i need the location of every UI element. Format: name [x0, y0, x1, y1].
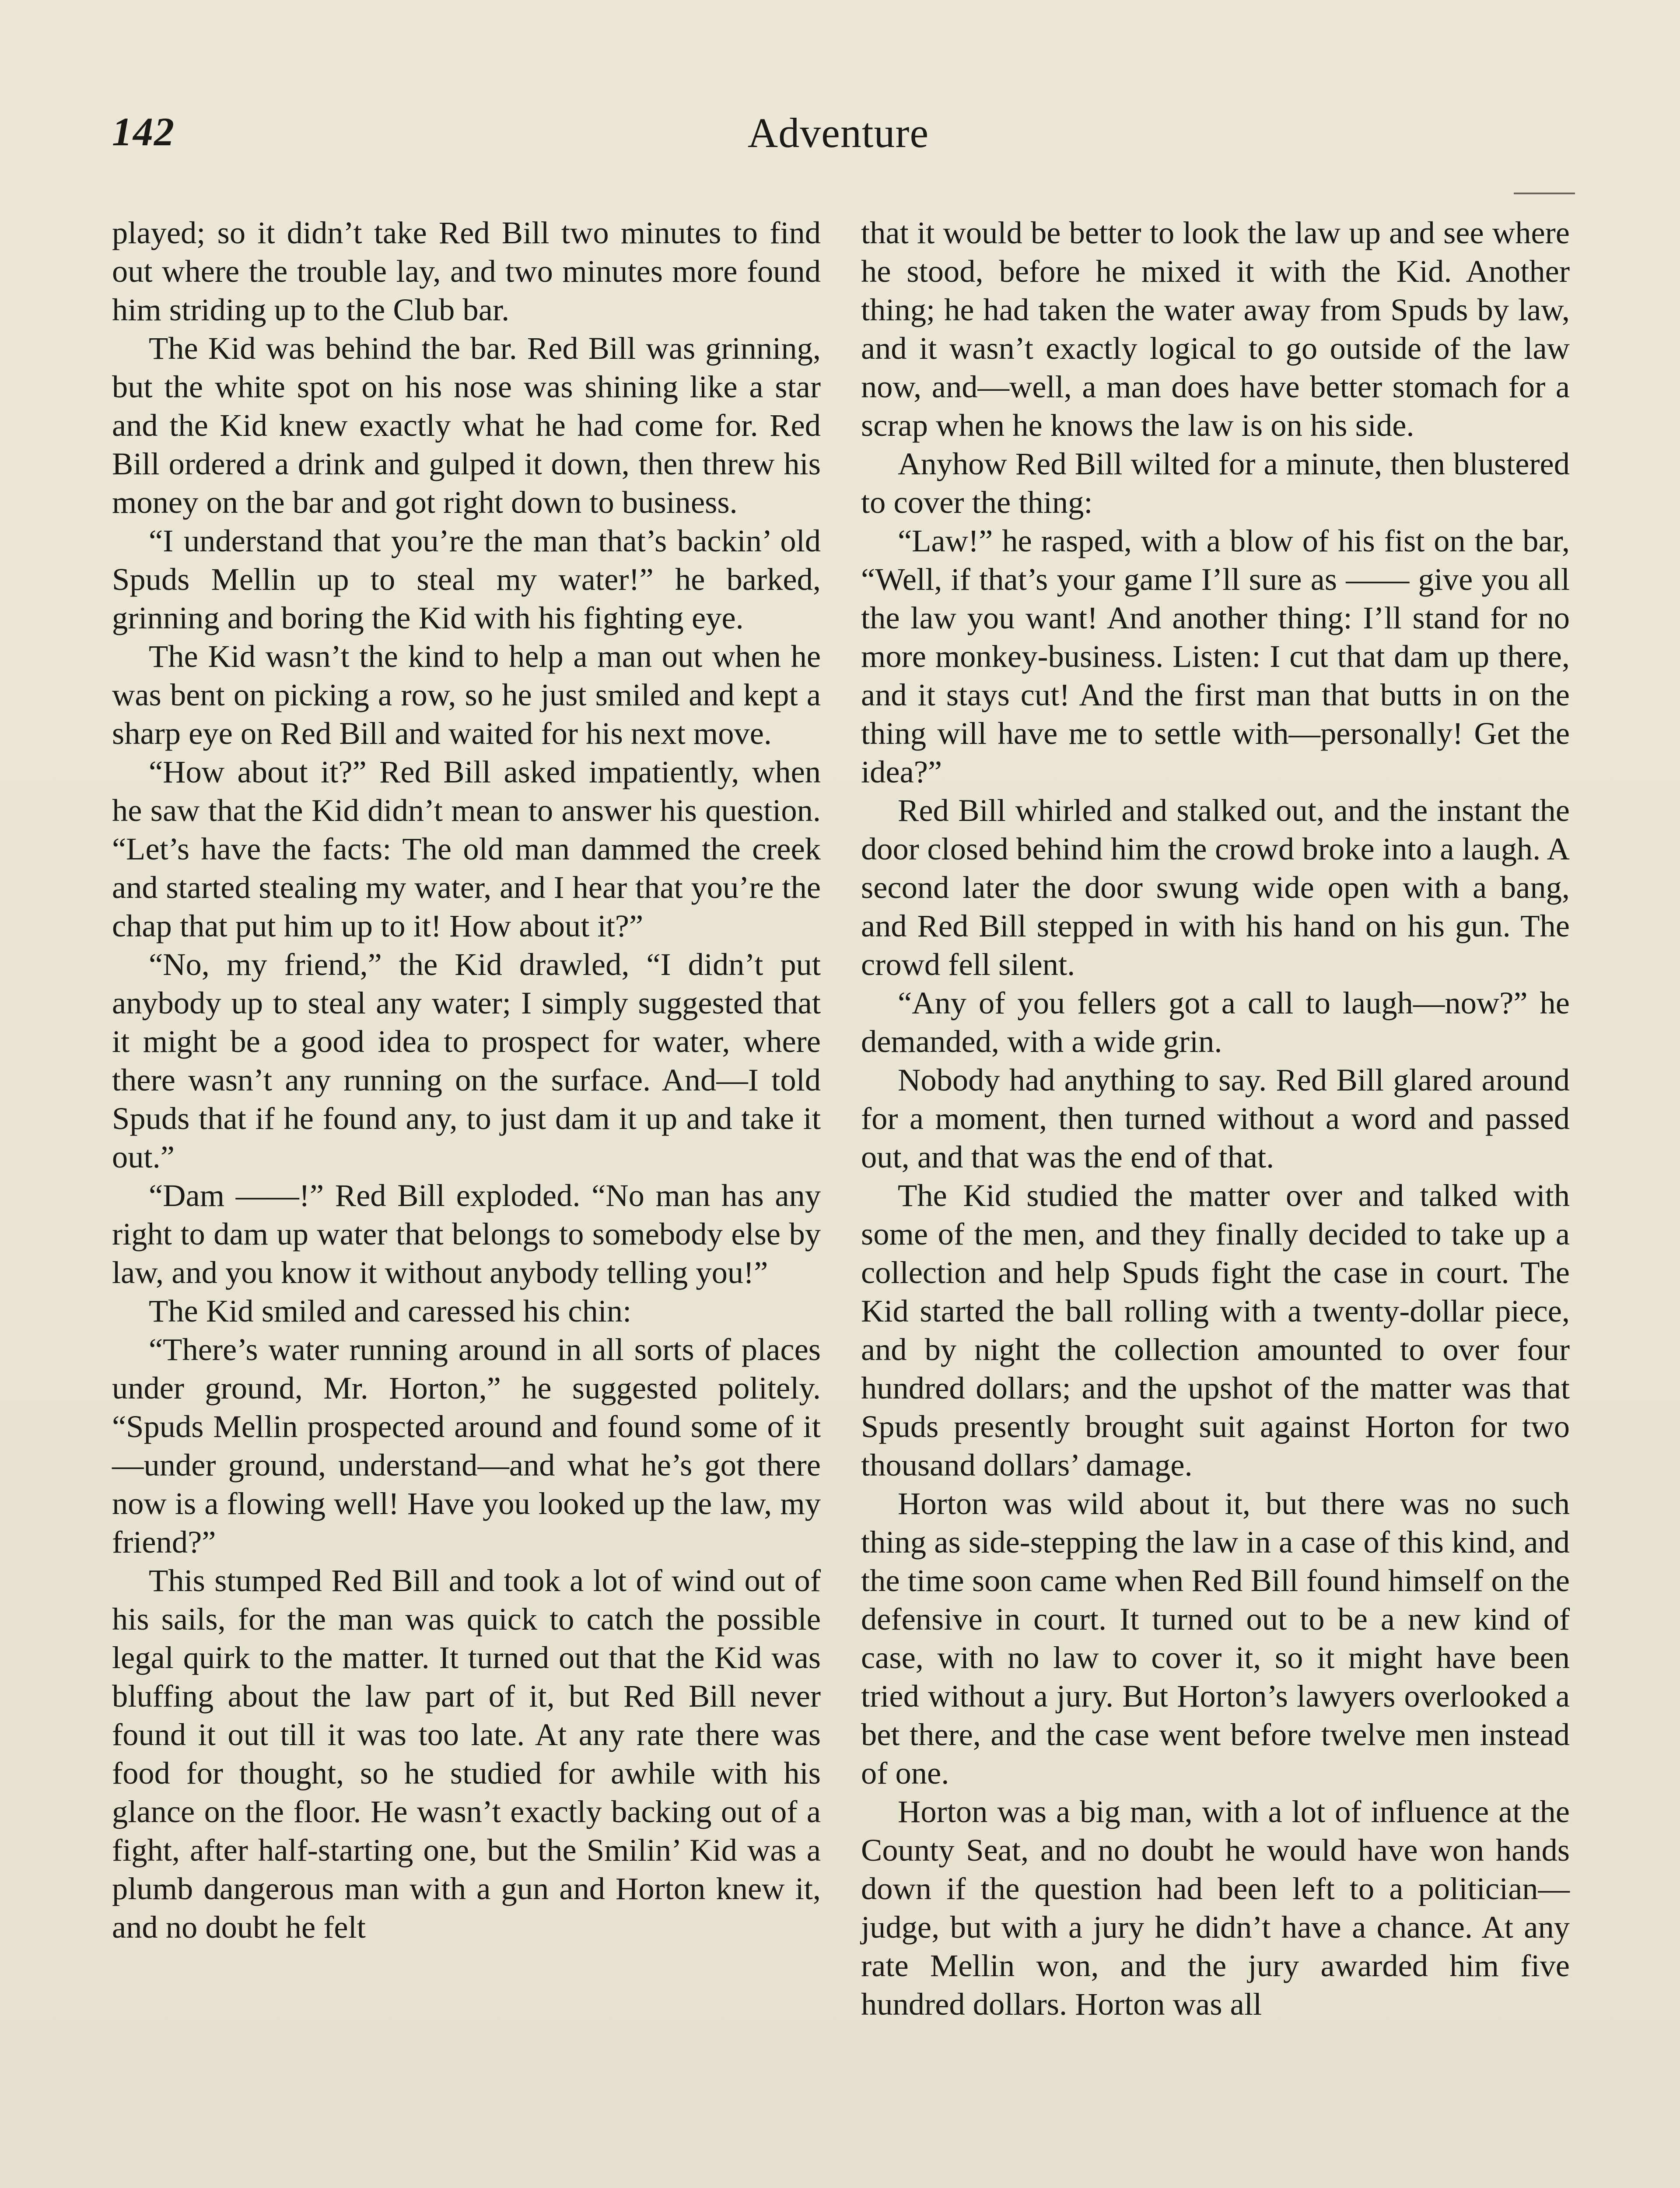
paragraph: The Kid wasn’t the kind to help a man out when he was bent on picking a row, so he just smiled and kept a sharp eye on Red Bill and waited for his next move.: [112, 638, 821, 751]
paragraph: The Kid studied the matter over and talked with some of the men, and they finally decided to take up a collection and help Spuds fight the case in court. The Kid started the ball rolling with a twenty-dollar piece, and by night the collection amounted to over four hundred dollars; and the upshot of the matter was that Spuds presently brought suit against Horton for two thousand dollars’ damage.: [861, 1178, 1570, 1483]
paragraph: The Kid was behind the bar. Red Bill was grinning, but the white spot on his nose was shining like a star and the Kid knew exactly what he had come for. Red Bill ordered a drink and gulped it down, then threw his money on the bar and got right down to business.: [112, 330, 821, 520]
paragraph: The Kid smiled and caressed his chin:: [149, 1293, 632, 1329]
paragraph: “There’s water running around in all sorts of places under ground, Mr. Horton,” he suggested politely. “Spuds Mellin prospected around and found some of it—under ground, understand—and what he’s got there now is a flowing well! Have you looked up the law, my friend?”: [112, 1332, 821, 1560]
paragraph: “Dam ——!” Red Bill exploded. “No man has any right to dam up water that belongs to somebody else by law, and you know it without anybody telling you!”: [112, 1178, 821, 1290]
paragraph: “Law!” he rasped, with a blow of his fist on the bar, “Well, if that’s your game I’ll sure as —— give you all the law you want! And another thing: I’ll stand for no more monkey-business. Listen: I cut that dam up there, and it stays cut! And the first man that butts in on the thing will have me to settle with—personally! Get the idea?”: [861, 523, 1570, 789]
left-column: [112, 214, 821, 1946]
paragraph: “How about it?” Red Bill asked impatiently, when he saw that the Kid didn’t mean to answer his question. “Let’s have the facts: The old man dammed the creek and started stealing my water, and I hear that you’re the chap that put him up to it! How about it?”: [112, 754, 821, 943]
paragraph: Anyhow Red Bill wilted for a minute, then blustered to cover the thing:: [861, 446, 1570, 520]
paragraph: Horton was wild about it, but there was no such thing as side-stepping the law in a case of this kind, and the time soon came when Red Bill found himself on the defensive in court. It turned out to be a new kind of case, with no law to cover it, so it might have been tried without a jury. But Horton’s lawyers overlooked a bet there, and the case went before twelve men instead of one.: [861, 1486, 1570, 1791]
header-rule-mark: [1514, 193, 1575, 194]
page-header: [112, 109, 1564, 170]
paragraph: Red Bill whirled and stalked out, and the instant the door closed behind him the crowd broke into a laugh. A second later the door swung wide open with a bang, and Red Bill stepped in with his hand on his gun. The crowd fell silent.: [861, 792, 1570, 982]
paragraph: Horton was a big man, with a lot of influence at the County Seat, and no doubt he would have won hands down if the question had been left to a politician—judge, but with a jury he didn’t have a chance. At any rate Mellin won, and the jury awarded him five hundred dollars. Horton was all: [861, 1794, 1570, 2022]
paragraph: Nobody had anything to say. Red Bill glared around for a moment, then turned without a word and passed out, and that was the end of that.: [861, 1062, 1570, 1175]
magazine-title: Adventure: [747, 109, 929, 156]
page-number: 142: [112, 109, 175, 154]
paragraph: This stumped Red Bill and took a lot of wind out of his sails, for the man was quick to catch the possible legal quirk to the matter. It turned out that the Kid was bluffing about the law part of it, but Red Bill never found it out till it was too late. At any rate there was food for thought, so he studied for awhile with his glance on the floor. He wasn’t exactly backing out of a fight, after half-starting one, but the Smilin’ Kid was a plumb dangerous man with a gun and Horton knew it, and no doubt he felt: [112, 1563, 821, 1945]
paragraph: “I understand that you’re the man that’s backin’ old Spuds Mellin up to steal my water!” he barked, grinning and boring the Kid with his fighting eye.: [112, 523, 821, 635]
paragraph: “No, my friend,” the Kid drawled, “I didn’t put anybody up to steal any water; I simply suggested that it might be a good idea to prospect for water, where there wasn’t any running on the surface. And—I told Spuds that if he found any, to just dam it up and take it out.”: [112, 947, 821, 1175]
paragraph: played; so it didn’t take Red Bill two minutes to find out where the trouble lay, and two minutes more found him striding up to the Club bar.: [112, 215, 821, 327]
paragraph: that it would be better to look the law up and see where he stood, before he mixed it with the Kid. Another thing; he had taken the water away from Spuds by law, and it wasn’t exactly logical to go outside of the law now, and—well, a man does have better stomach for a scrap when he knows the law is on his side.: [861, 215, 1570, 443]
paragraph: “Any of you fellers got a call to laugh—now?” he demanded, with a wide grin.: [861, 985, 1570, 1059]
right-column: [861, 214, 1570, 2023]
